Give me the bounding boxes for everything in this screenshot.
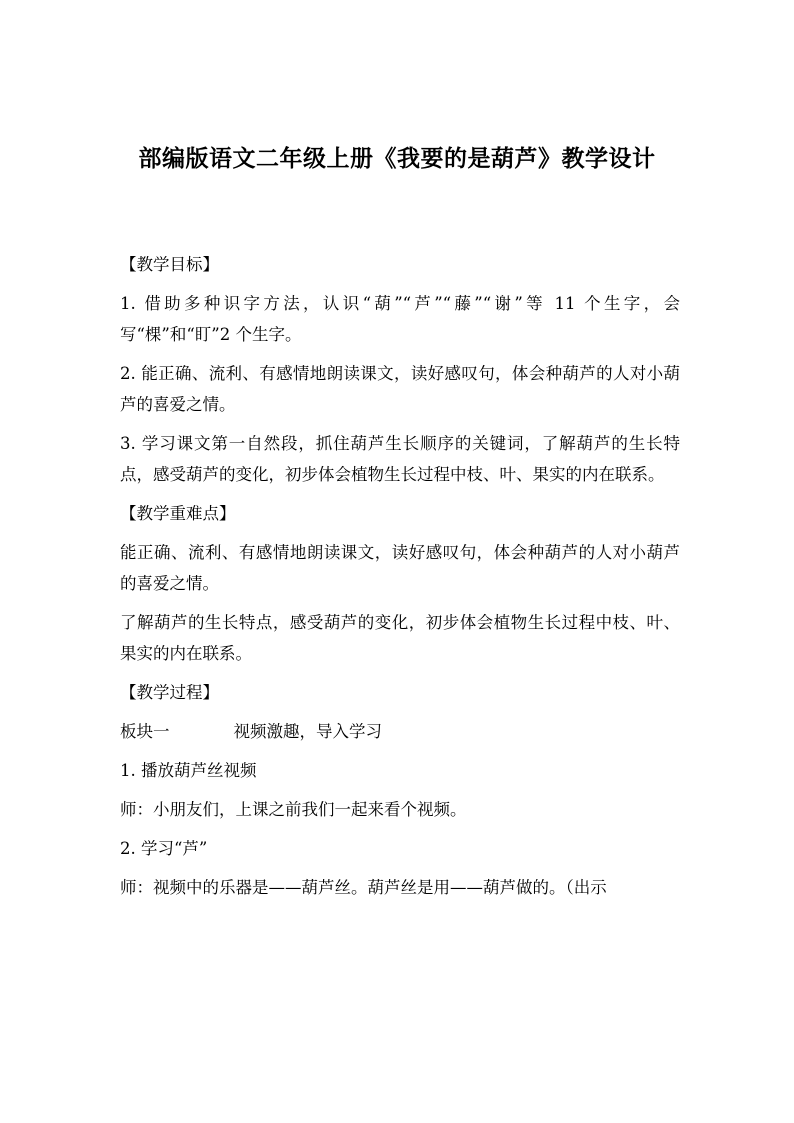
goals-heading: 【教学目标】 (120, 255, 219, 274)
document-body (120, 249, 680, 911)
process-heading: 【教学过程】 (120, 683, 219, 702)
goal-item: 2. 能正确、流利、有感情地朗读课文，读好感叹句，体会种葫芦的人对小葫芦的喜爱之情。 (120, 364, 680, 414)
key-point-item: 了解葫芦的生长特点，感受葫芦的变化，初步体会植物生长过程中枝、叶、果实的内在联系。 (120, 613, 680, 663)
process-item: 2. 学习“芦” (120, 839, 208, 858)
process-item: 师：视频中的乐器是——葫芦丝。葫芦丝是用——葫芦做的。（出示 (120, 878, 607, 897)
block-row (120, 716, 680, 747)
goal-item: 3. 学习课文第一自然段，抓住葫芦生长顺序的关键词，了解葫芦的生长特点，感受葫芦的变化，初步体会植物生长过程中枝、叶、果实的内在联系。 (120, 434, 680, 484)
key-points-heading: 【教学重难点】 (120, 504, 236, 523)
block-label: 板块一 (120, 722, 170, 741)
key-point-item: 能正确、流利、有感情地朗读课文，读好感叹句，体会种葫芦的人对小葫芦的喜爱之情。 (120, 543, 680, 593)
process-item: 师：小朋友们，上课之前我们一起来看个视频。 (120, 800, 467, 819)
process-item: 1. 播放葫芦丝视频 (120, 761, 257, 780)
block-title: 视频激趣，导入学习 (233, 722, 382, 741)
goal-item: 1. 借助多种识字方法，认识“葫”“芦”“藤”“谢”等 11 个生字，会写“棵”和“盯”2 个生字。 (120, 294, 680, 344)
document-title: 部编版语文二年级上册《我要的是葫芦》教学设计 (138, 146, 656, 172)
